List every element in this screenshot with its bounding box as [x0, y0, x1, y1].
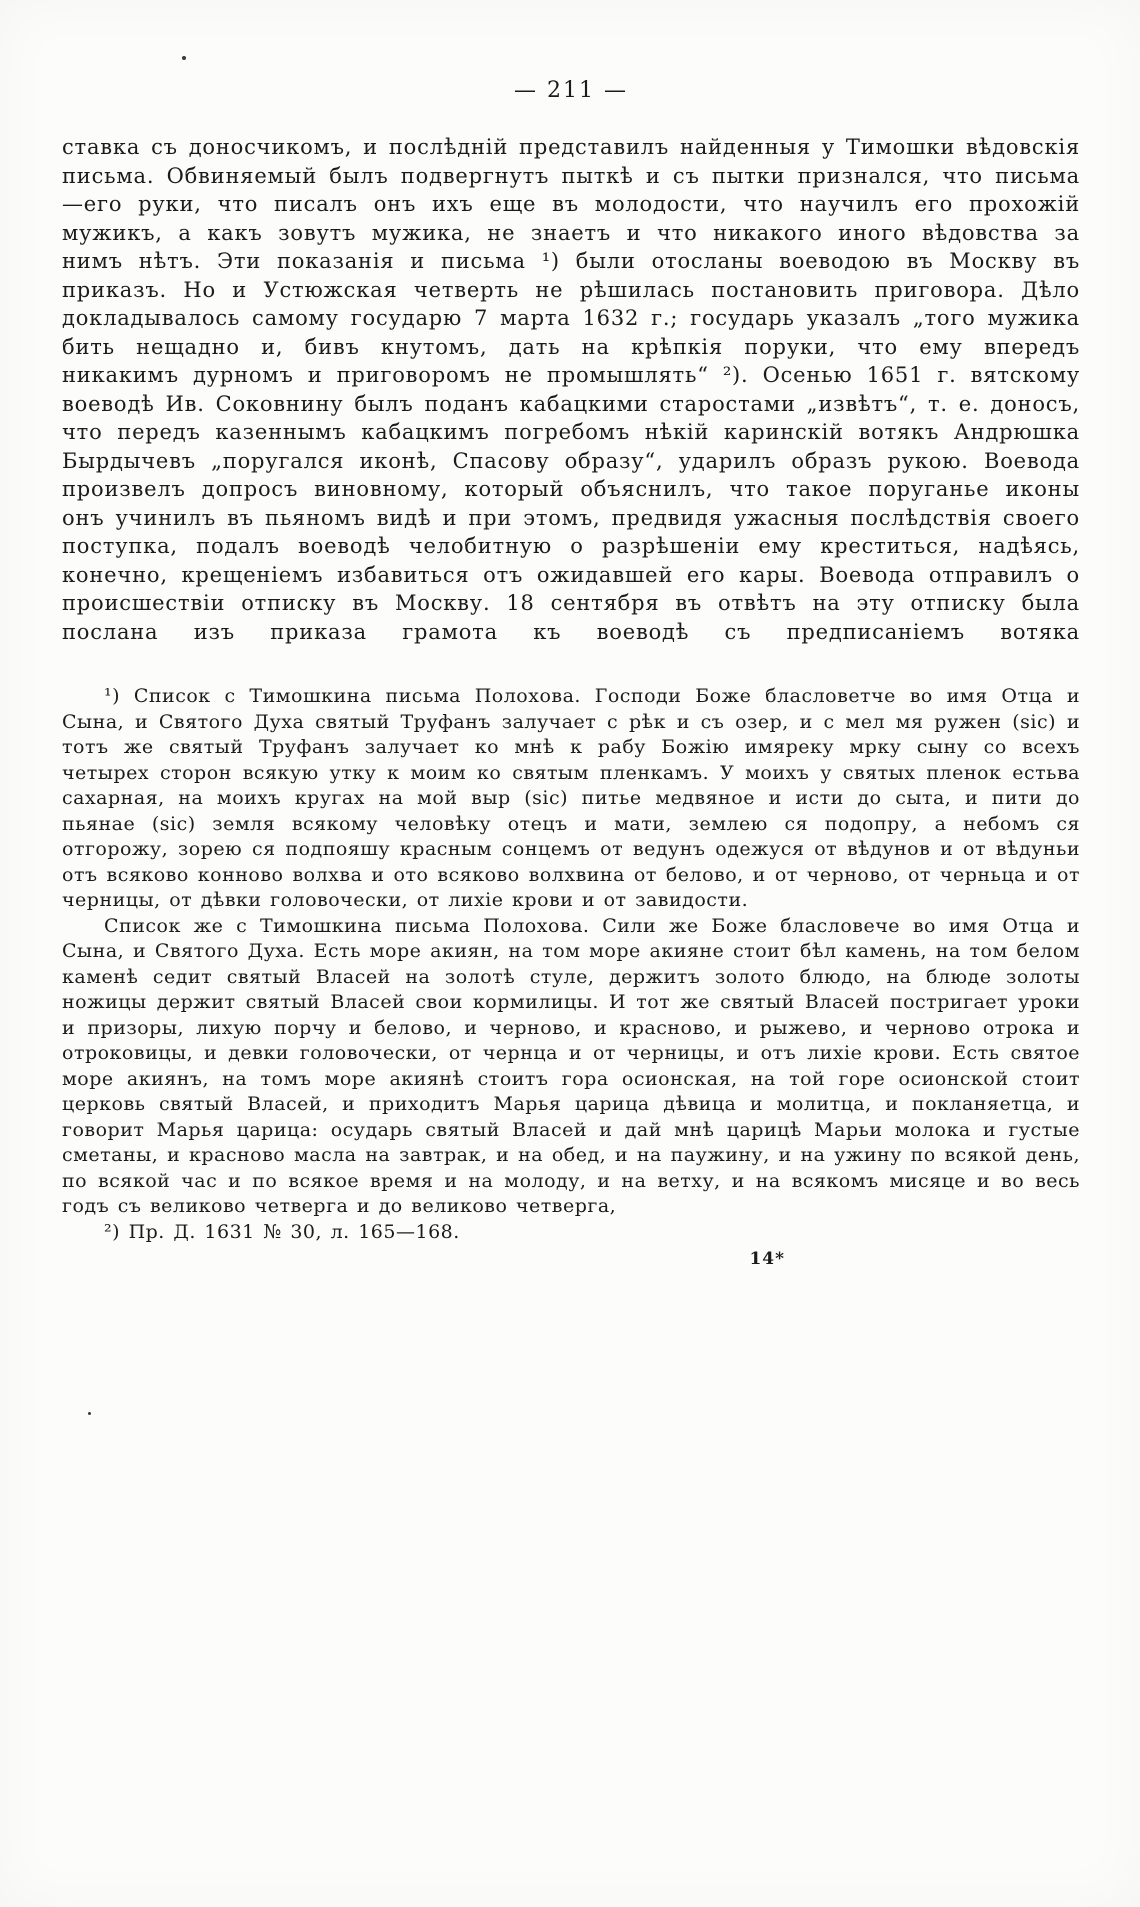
footnote-1-paragraph-1: ¹) Список с Тимошкина письма Полохова. Господи Боже бласловетче во имя Отца и Сына, и Святого Духа святый Труфанъ залучает с рѣк и съ озер, и с мел мя ружен (sic) и тотъ же святый Труфанъ залучает ко мнѣ к рабу Божію имяреку мрку сыну со всехъ четырех сторон всякую утку к моим ко святым пленкамъ. У моихъ у святых пленок естьва сахарная, на моихъ кругах на мой выр (sic) питье медвяное и исти до сыта, и пити до пьянае (sic) земля всякому человѣку отецъ и мати, землею ся подопру, а небомъ ся отгорожу, зорею ся подпояшу красным сонцемъ от ведунъ одежуся от вѣдунов и от вѣдуньи отъ всяково конново волхва и ото всяково волхвина от белово, и от черново, от черньца и от черницы, от дѣвки головочески, от лихіе крови и от завидости. [62, 685, 1080, 911]
scan-speck [182, 56, 186, 60]
page-number: — 211 — [514, 78, 628, 103]
body-text: ставка съ доносчикомъ, и послѣдній представилъ найденныя у Тимошки вѣдовскія письма. Обвиняемый былъ подвергнутъ пыткѣ и съ пытки признался, что письма—его руки, что писалъ онъ ихъ еще въ молодости, что научилъ его прохожій мужикъ, а какъ зовутъ мужика, не знаетъ и что никакого иного вѣдовства за нимъ нѣтъ. Эти показанія и письма ¹) были отосланы воеводою въ Москву въ приказъ. Но и Устюжская четверть не рѣшилась постановить приговора. Дѣло докладывалось самому государю 7 марта 1632 г.; государь указалъ „того мужика бить нещадно и, бивъ кнутомъ, дать на крѣпкія поруки, что ему впередъ никакимъ дурномъ и приговоромъ не промышлять“ ²). Осенью 1651 г. вятскому воеводѣ Ив. Соковнину былъ поданъ кабацкими старостами „извѣтъ“, т. е. доносъ, что передъ казеннымъ кабацкимъ погребомъ нѣкій каринскій вотякъ Андрюшка Бырдычевъ „поругался иконѣ, Спасову образу“, ударилъ образъ рукою. Воевода произвелъ допросъ виновному, который объяснилъ, что такое поруганье иконы онъ учинилъ въ пьяномъ видѣ и при этомъ, предвидя ужасныя послѣдствія своего поступка, подалъ воеводѣ челобитную о разрѣшеніи ему креститься, надѣясь, конечно, крещеніемъ избавиться отъ ожидавшей его кары. Воевода отправилъ о происшествіи отписку въ Москву. 18 сентября въ отвѣтъ на эту отписку была послана изъ приказа грамота къ воеводѣ съ предписаніемъ вотяка [62, 135, 1080, 644]
scan-speck [88, 1412, 91, 1415]
signature-mark: 14* [749, 1249, 785, 1269]
footnotes-section [62, 684, 1080, 1245]
footnote-1-paragraph-2: Список же с Тимошкина письма Полохова. Сили же Боже бласловече во имя Отца и Сына, и Святого Духа. Есть море акиян, на том море акияне стоит бѣл камень, на том белом каменѣ седит святый Власей на золотѣ стуле, держитъ золото блюдо, на блюде золоты ножицы держит святый Власей свои кормилицы. И тот же святый Власей постригает уроки и призоры, лихую порчу и белово, и черново, и красново, и рыжево, и черново отрока и отроковицы, и девки головочески, от чернца и от черницы, и отъ лихіе крови. Есть святое море акиянъ, на томъ море акиянѣ стоитъ гора осионская, на той горе осионской стоит церковь святый Власей, и приходитъ Марья царица дѣвица и молитца, и покланяетца, и говорит Марья царица: осударь святый Власей и дай мнѣ царицѣ Марьи молока и густые сметаны, и красново масла на завтрак, и на обед, и на паужину, и на ужину по всякой день, по всякой час и по всякое время и на молоду, и на ветху, и на всякомъ мисяце и во весь годъ съ великово четверга и до великово четверга, [62, 914, 1080, 1217]
footnote-2: ²) Пр. Д. 1631 № 30, л. 165—168. [104, 1220, 460, 1243]
